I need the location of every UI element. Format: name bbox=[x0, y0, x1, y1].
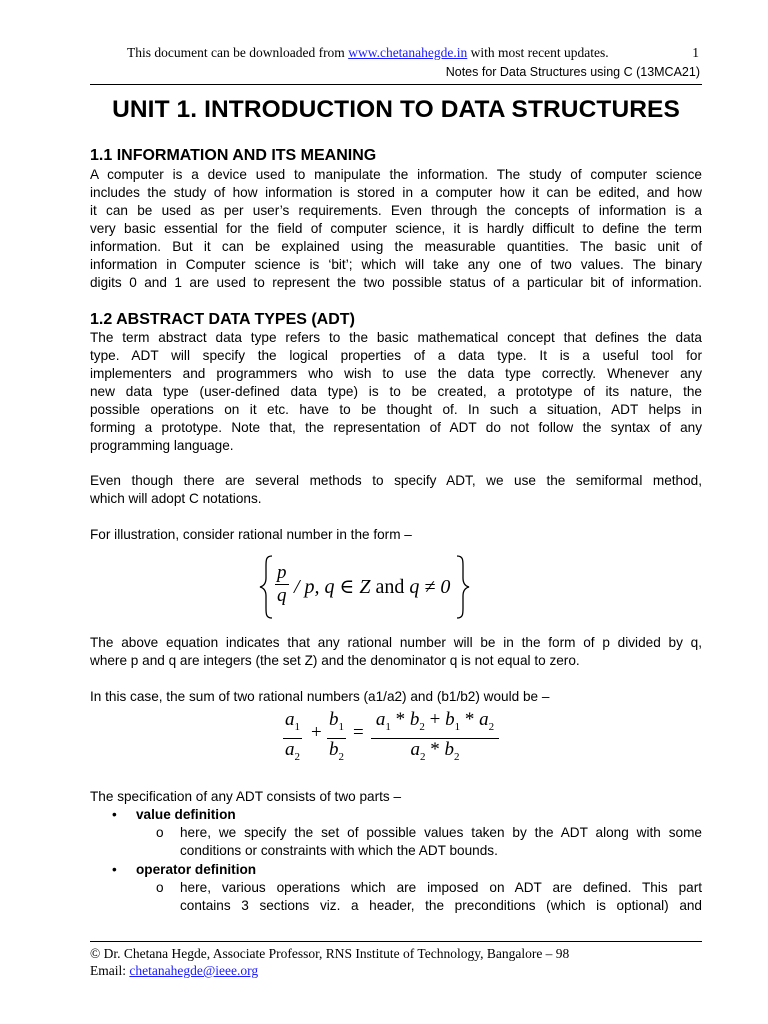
a1-over-a2-fraction bbox=[283, 709, 302, 768]
unit-title: UNIT 1. INTRODUCTION TO DATA STRUCTURES bbox=[112, 96, 680, 123]
email-label: Email: bbox=[90, 963, 126, 978]
subscript: 2 bbox=[488, 720, 495, 733]
membership-condition: / p, q ∈ Z bbox=[294, 576, 371, 598]
list-item bbox=[112, 861, 117, 879]
paragraph-line: new data type (user-defined data type) is to be created, a prototype of its nature, the bbox=[90, 384, 702, 399]
paragraph-line: The specification of any ADT consists of two parts – bbox=[90, 789, 402, 804]
fraction-denominator bbox=[327, 739, 346, 768]
paragraph-line: conditions or constraints with which the ADT bounds. bbox=[180, 843, 498, 858]
fraction-denominator bbox=[283, 739, 302, 768]
paragraph-line: includes the study of how information is stored in a computer how it can be edited, and how bbox=[90, 185, 702, 200]
set-condition bbox=[294, 574, 450, 599]
value-definition-label: value definition bbox=[136, 807, 236, 822]
download-prefix: This document can be downloaded from bbox=[127, 45, 345, 60]
equals-sign: = bbox=[353, 722, 364, 743]
hollow-bullet-icon: o bbox=[156, 825, 164, 840]
document-page bbox=[90, 0, 702, 1024]
variable-a: a bbox=[285, 738, 295, 760]
variable-a: a bbox=[479, 709, 489, 730]
and-word: and bbox=[375, 576, 405, 598]
bullet-icon: • bbox=[112, 807, 117, 822]
page-footer bbox=[90, 945, 702, 979]
times-sign: * bbox=[430, 738, 440, 760]
paragraph-line: contains 3 sections viz. a header, the preconditions (which is optional) and bbox=[180, 898, 702, 913]
section-1-1-paragraph bbox=[90, 166, 702, 292]
sum-paragraph bbox=[90, 688, 702, 706]
paragraph-line: For illustration, consider rational number in the form – bbox=[90, 527, 412, 542]
variable-a: a bbox=[285, 709, 295, 730]
subscript: 2 bbox=[454, 750, 460, 763]
footer-credit: © Dr. Chetana Hegde, Associate Professor, RNS Institute of Technology, Bangalore – 98 bbox=[90, 946, 570, 961]
list-item bbox=[112, 806, 117, 824]
illustration-paragraph bbox=[90, 526, 702, 544]
variable-a: a bbox=[375, 709, 386, 730]
p-over-q-fraction bbox=[275, 562, 289, 607]
paragraph-line: it can be used as per user’s requirements. Even through the concepts of information is a bbox=[90, 203, 702, 218]
subscript: 1 bbox=[338, 720, 344, 733]
fraction-denominator: q bbox=[277, 585, 287, 606]
times-sign: * bbox=[395, 709, 406, 730]
paragraph-line: In this case, the sum of two rational numbers (a1/a2) and (b1/b2) would be – bbox=[90, 689, 550, 704]
variable-b: b bbox=[445, 709, 455, 730]
hollow-bullet-icon: o bbox=[156, 880, 164, 895]
page-number: 1 bbox=[692, 45, 699, 60]
variable-b: b bbox=[329, 738, 339, 760]
rational-explanation-paragraph bbox=[90, 634, 702, 670]
paragraph-line: implementers and programmers who wish to use the data type correctly. Whenever any bbox=[90, 366, 702, 381]
email-link[interactable]: chetanahegde@ieee.org bbox=[129, 963, 259, 978]
section-heading-1-2: 1.2 ABSTRACT DATA TYPES (ADT) bbox=[90, 311, 355, 328]
fraction-denominator bbox=[371, 739, 499, 768]
fraction-numerator bbox=[371, 709, 499, 739]
variable-b: b bbox=[329, 709, 339, 730]
subscript: 2 bbox=[338, 750, 344, 763]
download-note bbox=[127, 45, 609, 61]
subscript: 2 bbox=[420, 750, 426, 763]
paragraph-line: here, we specify the set of possible values taken by the ADT along with some bbox=[180, 825, 702, 840]
paragraph-line: Even though there are several methods to specify ADT, we use the semiformal method, bbox=[90, 473, 702, 488]
b1-over-b2-fraction bbox=[327, 709, 346, 768]
value-definition-text bbox=[180, 824, 702, 860]
paragraph-line: The term abstract data type refers to the basic mathematical concept that defines the data bbox=[90, 330, 702, 345]
subscript: 1 bbox=[454, 720, 461, 733]
header-rule bbox=[90, 84, 702, 85]
paragraph-line: digits 0 and 1 are used to represent the two possible status of a particular bit of information. bbox=[90, 275, 702, 290]
fraction-numerator bbox=[327, 709, 346, 739]
footer-email-line bbox=[90, 962, 702, 979]
variable-b: b bbox=[409, 709, 420, 730]
subscript: 1 bbox=[385, 720, 391, 733]
paragraph-line: The above equation indicates that any rational number will be in the form of p divided by q, bbox=[90, 635, 702, 650]
bullet-icon: • bbox=[112, 862, 117, 877]
subscript: 1 bbox=[294, 720, 300, 733]
subscript: 2 bbox=[419, 720, 425, 733]
nonzero-condition: q ≠ 0 bbox=[409, 576, 451, 598]
paragraph-line: information. But it can be explained using the measurable quantities. The basic unit of bbox=[90, 239, 702, 254]
plus-sign: + bbox=[311, 722, 322, 743]
notes-title: Notes for Data Structures using C (13MCA21) bbox=[445, 65, 700, 79]
download-suffix: with most recent updates. bbox=[470, 45, 609, 60]
paragraph-line: possible operations on it etc. have to be thought of. In such a situation, ADT helps in bbox=[90, 402, 702, 417]
semiformal-paragraph bbox=[90, 472, 702, 508]
variable-a: a bbox=[410, 738, 420, 760]
paragraph-line: forming a prototype. Note that, the representation of ADT do not follow the syntax of any bbox=[90, 420, 702, 435]
fraction-numerator bbox=[283, 709, 302, 739]
footer-rule bbox=[90, 941, 702, 942]
subscript: 2 bbox=[294, 750, 300, 763]
paragraph-line: where p and q are integers (the set Z) and the denominator q is not equal to zero. bbox=[90, 653, 580, 668]
paragraph-line: which will adopt C notations. bbox=[90, 491, 262, 506]
paragraph-line: information in Computer science is ‘bit’; which will take any one of two values. The binary bbox=[90, 257, 702, 272]
paragraph-line: type. ADT will specify the logical properties of a data type. It is a useful tool for bbox=[90, 348, 702, 363]
section-1-2-paragraph bbox=[90, 329, 702, 455]
fraction-numerator: p bbox=[277, 562, 287, 583]
times-sign: * bbox=[464, 709, 475, 730]
section-heading-1-1: 1.1 INFORMATION AND ITS MEANING bbox=[90, 147, 377, 164]
paragraph-line: A computer is a device used to manipulate the information. The study of computer science bbox=[90, 167, 702, 182]
specification-paragraph bbox=[90, 788, 702, 806]
plus-sign: + bbox=[429, 709, 441, 730]
variable-b: b bbox=[444, 738, 454, 760]
combined-fraction bbox=[371, 709, 499, 768]
operator-definition-text bbox=[180, 879, 702, 915]
operator-definition-label: operator definition bbox=[136, 862, 257, 877]
paragraph-line: programming language. bbox=[90, 438, 234, 453]
download-link[interactable]: www.chetanahegde.in bbox=[348, 45, 468, 60]
paragraph-line: very basic essential for the field of computer science, it is hardly difficult to define the term bbox=[90, 221, 702, 236]
paragraph-line: here, various operations which are imposed on ADT are defined. This part bbox=[180, 880, 702, 895]
